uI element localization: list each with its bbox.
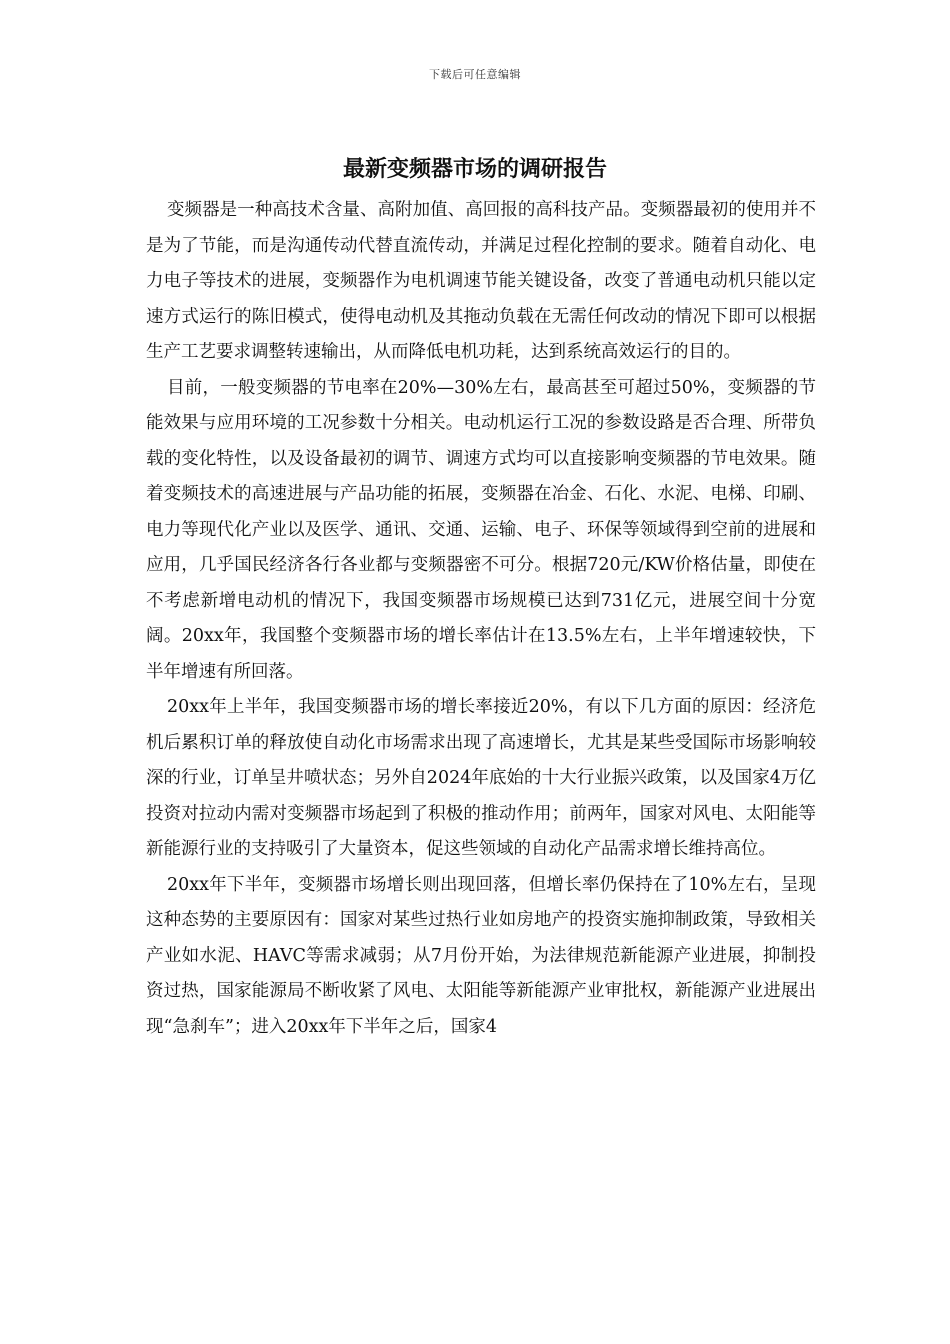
paragraph-3: 20xx年上半年，我国变频器市场的增长率接近20%，有以下几方面的原因：经济危机后累积订单的释放使自动化市场需求出现了高速增长，尤其是某些受国际市场影响较深的行业，订单呈井喷状态；另外自2024年底始的十大行业振兴政策，以及国家4万亿投资对拉动内需对变频器市场起到了积极的推动作用；前两年，国家对风电、太阳能等新能源行业的支持吸引了大量资本，促这些领域的自动化产品需求增长维持高位。 bbox=[146, 697, 816, 859]
paragraph-1: 变频器是一种高技术含量、高附加值、高回报的高科技产品。变频器最初的使用并不是为了节能，而是沟通传动代替直流传动，并满足过程化控制的要求。随着自动化、电力电子等技术的进展，变频器作为电机调速节能关键设备，改变了普通电动机只能以定速方式运行的陈旧模式，使得电动机及其拖动负载在无需任何改动的情况下即可以根据生产工艺要求调整转速输出，从而降低电机功耗，达到系统高效运行的目的。 bbox=[146, 200, 816, 362]
header-note: 下载后可任意编辑 bbox=[429, 68, 521, 81]
document-title: 最新变频器市场的调研报告 bbox=[342, 156, 607, 182]
paragraph-2: 目前，一般变频器的节电率在20%—30%左右，最高甚至可超过50%，变频器的节能效果与应用环境的工况参数十分相关。电动机运行工况的参数设路是否合理、所带负载的变化特性，以及设备最初的调节、调速方式均可以直接影响变频器的节电效果。随着变频技术的高速进展与产品功能的拓展，变频器在冶金、石化、水泥、电梯、印刷、电力等现代化产业以及医学、通讯、交通、运输、电子、环保等领域得到空前的进展和应用，几乎国民经济各行各业都与变频器密不可分。根据720元/KW价格估量，即使在不考虑新增电动机的情况下，我国变频器市场规模已达到731亿元，进展空间十分宽阔。20xx年，我国整个变频器市场的增长率估计在13.5%左右，上半年增速较快，下半年增速有所回落。 bbox=[146, 377, 816, 682]
paragraph-4: 20xx年下半年，变频器市场增长则出现回落，但增长率仍保持在了10%左右，呈现这种态势的主要原因有：国家对某些过热行业如房地产的投资实施抑制政策，导致相关产业如水泥、HAVC等需求减弱；从7月份开始，为法律规范新能源产业进展，抑制投资过热，国家能源局不断收紧了风电、太阳能等新能源产业审批权，新能源产业进展出现“急刹车”；进入20xx年下半年之后，国家4 bbox=[146, 874, 816, 1037]
document-body bbox=[146, 193, 816, 1045]
